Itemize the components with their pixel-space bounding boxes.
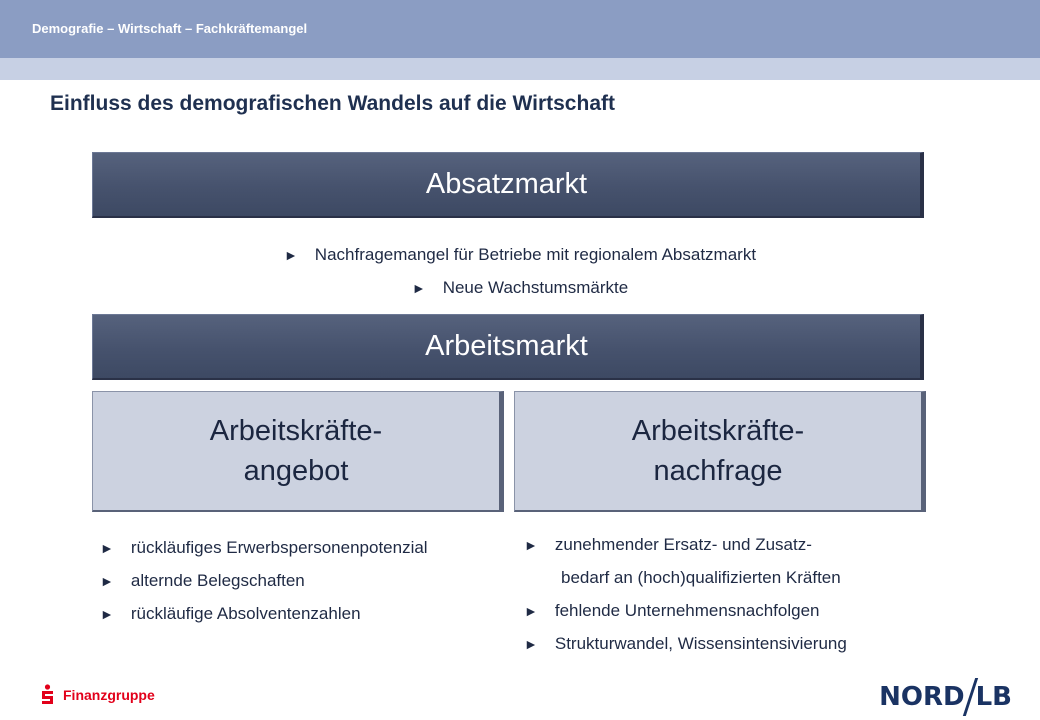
finanzgruppe-text: Finanzgruppe bbox=[63, 687, 155, 703]
nachfrage-bullets bbox=[524, 533, 847, 665]
bullet-arrow-icon: ► bbox=[524, 603, 538, 619]
list-item bbox=[524, 599, 847, 632]
arbeitsmarkt-bar bbox=[92, 314, 924, 380]
bullet-text: rückläufige Absolventenzahlen bbox=[130, 604, 361, 623]
bullet-text: rückläufiges Erwerbspersonenpotenzial bbox=[130, 538, 428, 557]
nachfrage-box bbox=[514, 391, 926, 512]
absatzmarkt-label: Absatzmarkt bbox=[425, 168, 588, 200]
list-item bbox=[100, 569, 428, 602]
list-item bbox=[100, 602, 428, 635]
sparkasse-finanzgruppe-logo bbox=[40, 684, 155, 706]
list-item bbox=[412, 276, 628, 309]
bullet-arrow-icon: ► bbox=[411, 280, 426, 296]
bullet-arrow-icon: ► bbox=[100, 573, 114, 589]
bullet-arrow-icon: ► bbox=[100, 606, 114, 622]
nordlb-text-part2: LB bbox=[975, 682, 1012, 712]
absatzmarkt-bullets bbox=[0, 243, 1040, 309]
bullet-text: Strukturwandel, Wissensintensivierung bbox=[554, 634, 847, 653]
list-item bbox=[100, 536, 428, 569]
nachfrage-label-line1: Arbeitskräfte- bbox=[631, 415, 805, 447]
page-title: Einfluss des demografischen Wandels auf die Wirtschaft bbox=[50, 92, 615, 115]
header-bar bbox=[0, 0, 1040, 58]
sparkasse-s-icon bbox=[40, 684, 55, 706]
bullet-text: Neue Wachstumsmärkte bbox=[442, 278, 629, 297]
nordlb-logo bbox=[879, 678, 1012, 716]
arbeitsmarkt-label: Arbeitsmarkt bbox=[425, 330, 588, 362]
bullet-text: fehlende Unternehmensnachfolgen bbox=[554, 601, 820, 620]
bullet-arrow-icon: ► bbox=[283, 247, 298, 263]
header-strip bbox=[0, 58, 1040, 80]
nordlb-text-part1: NORD bbox=[879, 682, 965, 712]
absatzmarkt-bar bbox=[92, 152, 924, 218]
angebot-label-line1: Arbeitskräfte- bbox=[209, 415, 383, 447]
list-item-continuation bbox=[524, 566, 847, 599]
bullet-arrow-icon: ► bbox=[524, 636, 538, 652]
angebot-label-line2: angebot bbox=[243, 455, 349, 487]
angebot-bullets bbox=[100, 536, 428, 635]
bullet-text: alternde Belegschaften bbox=[130, 571, 305, 590]
bullet-arrow-icon: ► bbox=[524, 537, 538, 553]
bullet-arrow-icon: ► bbox=[100, 540, 114, 556]
list-item bbox=[524, 632, 847, 665]
bullet-text: zunehmender Ersatz- und Zusatz- bbox=[554, 535, 812, 554]
list-item bbox=[524, 533, 847, 566]
bullet-text: bedarf an (hoch)qualifizierten Kräften bbox=[561, 568, 841, 587]
angebot-box bbox=[92, 391, 504, 512]
bullet-text: Nachfragemangel für Betriebe mit regionalem Absatzmarkt bbox=[314, 245, 757, 264]
nachfrage-label-line2: nachfrage bbox=[653, 455, 783, 487]
header-title: Demografie – Wirtschaft – Fachkräftemangel bbox=[32, 21, 308, 36]
list-item bbox=[284, 243, 756, 276]
